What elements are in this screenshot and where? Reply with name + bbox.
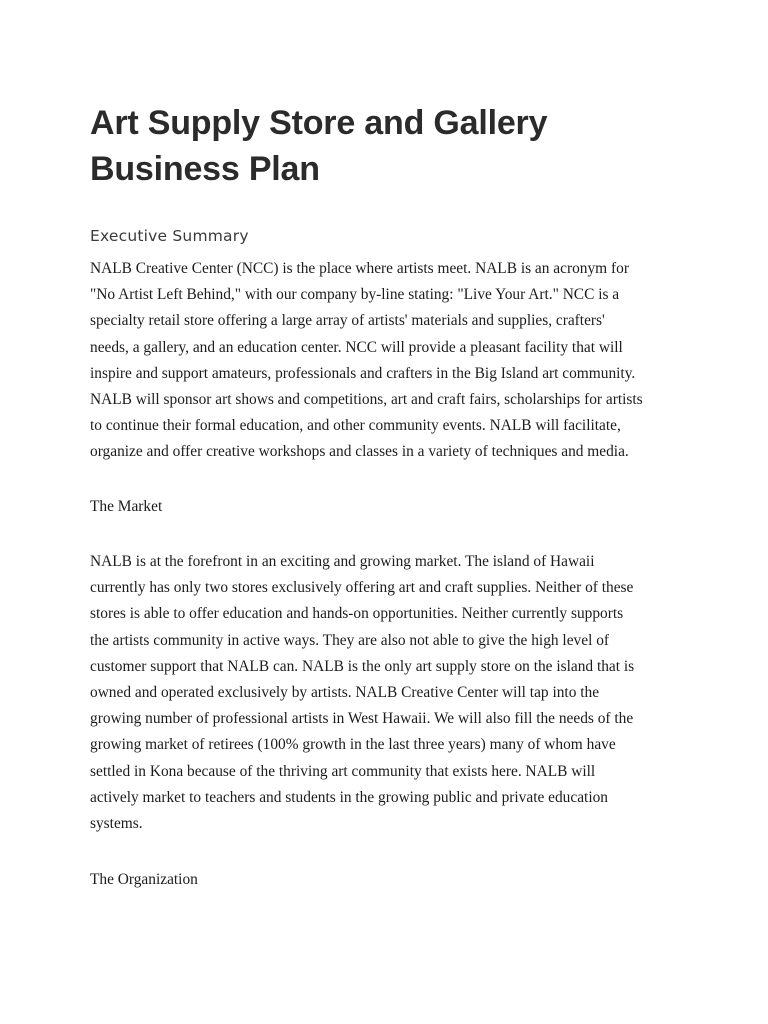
market-heading: The Market (90, 498, 163, 515)
paragraph-line: stores is able to offer education and hands-on opportunities. Neither currently supports (90, 605, 624, 623)
paragraph-line: growing number of professional artists in West Hawaii. We will also fill the needs of the (90, 710, 634, 728)
paragraph-line: specialty retail store offering a large array of artists' materials and supplies, crafters' (90, 312, 605, 330)
page-title (90, 100, 690, 192)
paragraph-line: growing market of retirees (100% growth in the last three years) many of whom have (90, 736, 616, 754)
paragraph-line: settled in Kona because of the thriving art community that exists here. NALB will (90, 762, 596, 780)
paragraph-line: needs, a gallery, and an education center. NCC will provide a pleasant facility that will (90, 338, 623, 356)
paragraph-line: customer support that NALB can. NALB is the only art supply store on the island that is (90, 657, 635, 675)
paragraph-line: to continue their formal education, and other community events. NALB will facilitate, (90, 417, 621, 435)
paragraph-line: inspire and support amateurs, professionals and crafters in the Big Island art community. (90, 364, 636, 382)
executive-summary-heading: Executive Summary (90, 227, 249, 245)
paragraph-line: owned and operated exclusively by artists. NALB Creative Center will tap into the (90, 684, 600, 702)
paragraph-line: actively market to teachers and students in the growing public and private education (90, 788, 608, 806)
market-paragraph (90, 549, 680, 837)
paragraph-line: systems. (90, 815, 143, 833)
title-line: Business Plan (90, 150, 320, 188)
paragraph-line: organize and offer creative workshops and classes in a variety of techniques and media. (90, 443, 629, 461)
title-line: Art Supply Store and Gallery (90, 104, 548, 142)
paragraph-line: NALB is at the forefront in an exciting and growing market. The island of Hawaii (90, 553, 595, 570)
paragraph-line: the artists community in active ways. They are also not able to give the high level of (90, 631, 610, 649)
paragraph-line: "No Artist Left Behind," with our company by-line stating: "Live Your Art." NCC is a (90, 286, 620, 304)
paragraph-line: NALB will sponsor art shows and competitions, art and craft fairs, scholarships for artists (90, 391, 643, 409)
paragraph-line: NALB Creative Center (NCC) is the place where artists meet. NALB is an acronym for (90, 260, 629, 277)
paragraph-line: currently has only two stores exclusively offering art and craft supplies. Neither of these (90, 579, 634, 597)
executive-summary-paragraph (90, 256, 680, 466)
organization-heading: The Organization (90, 871, 198, 888)
